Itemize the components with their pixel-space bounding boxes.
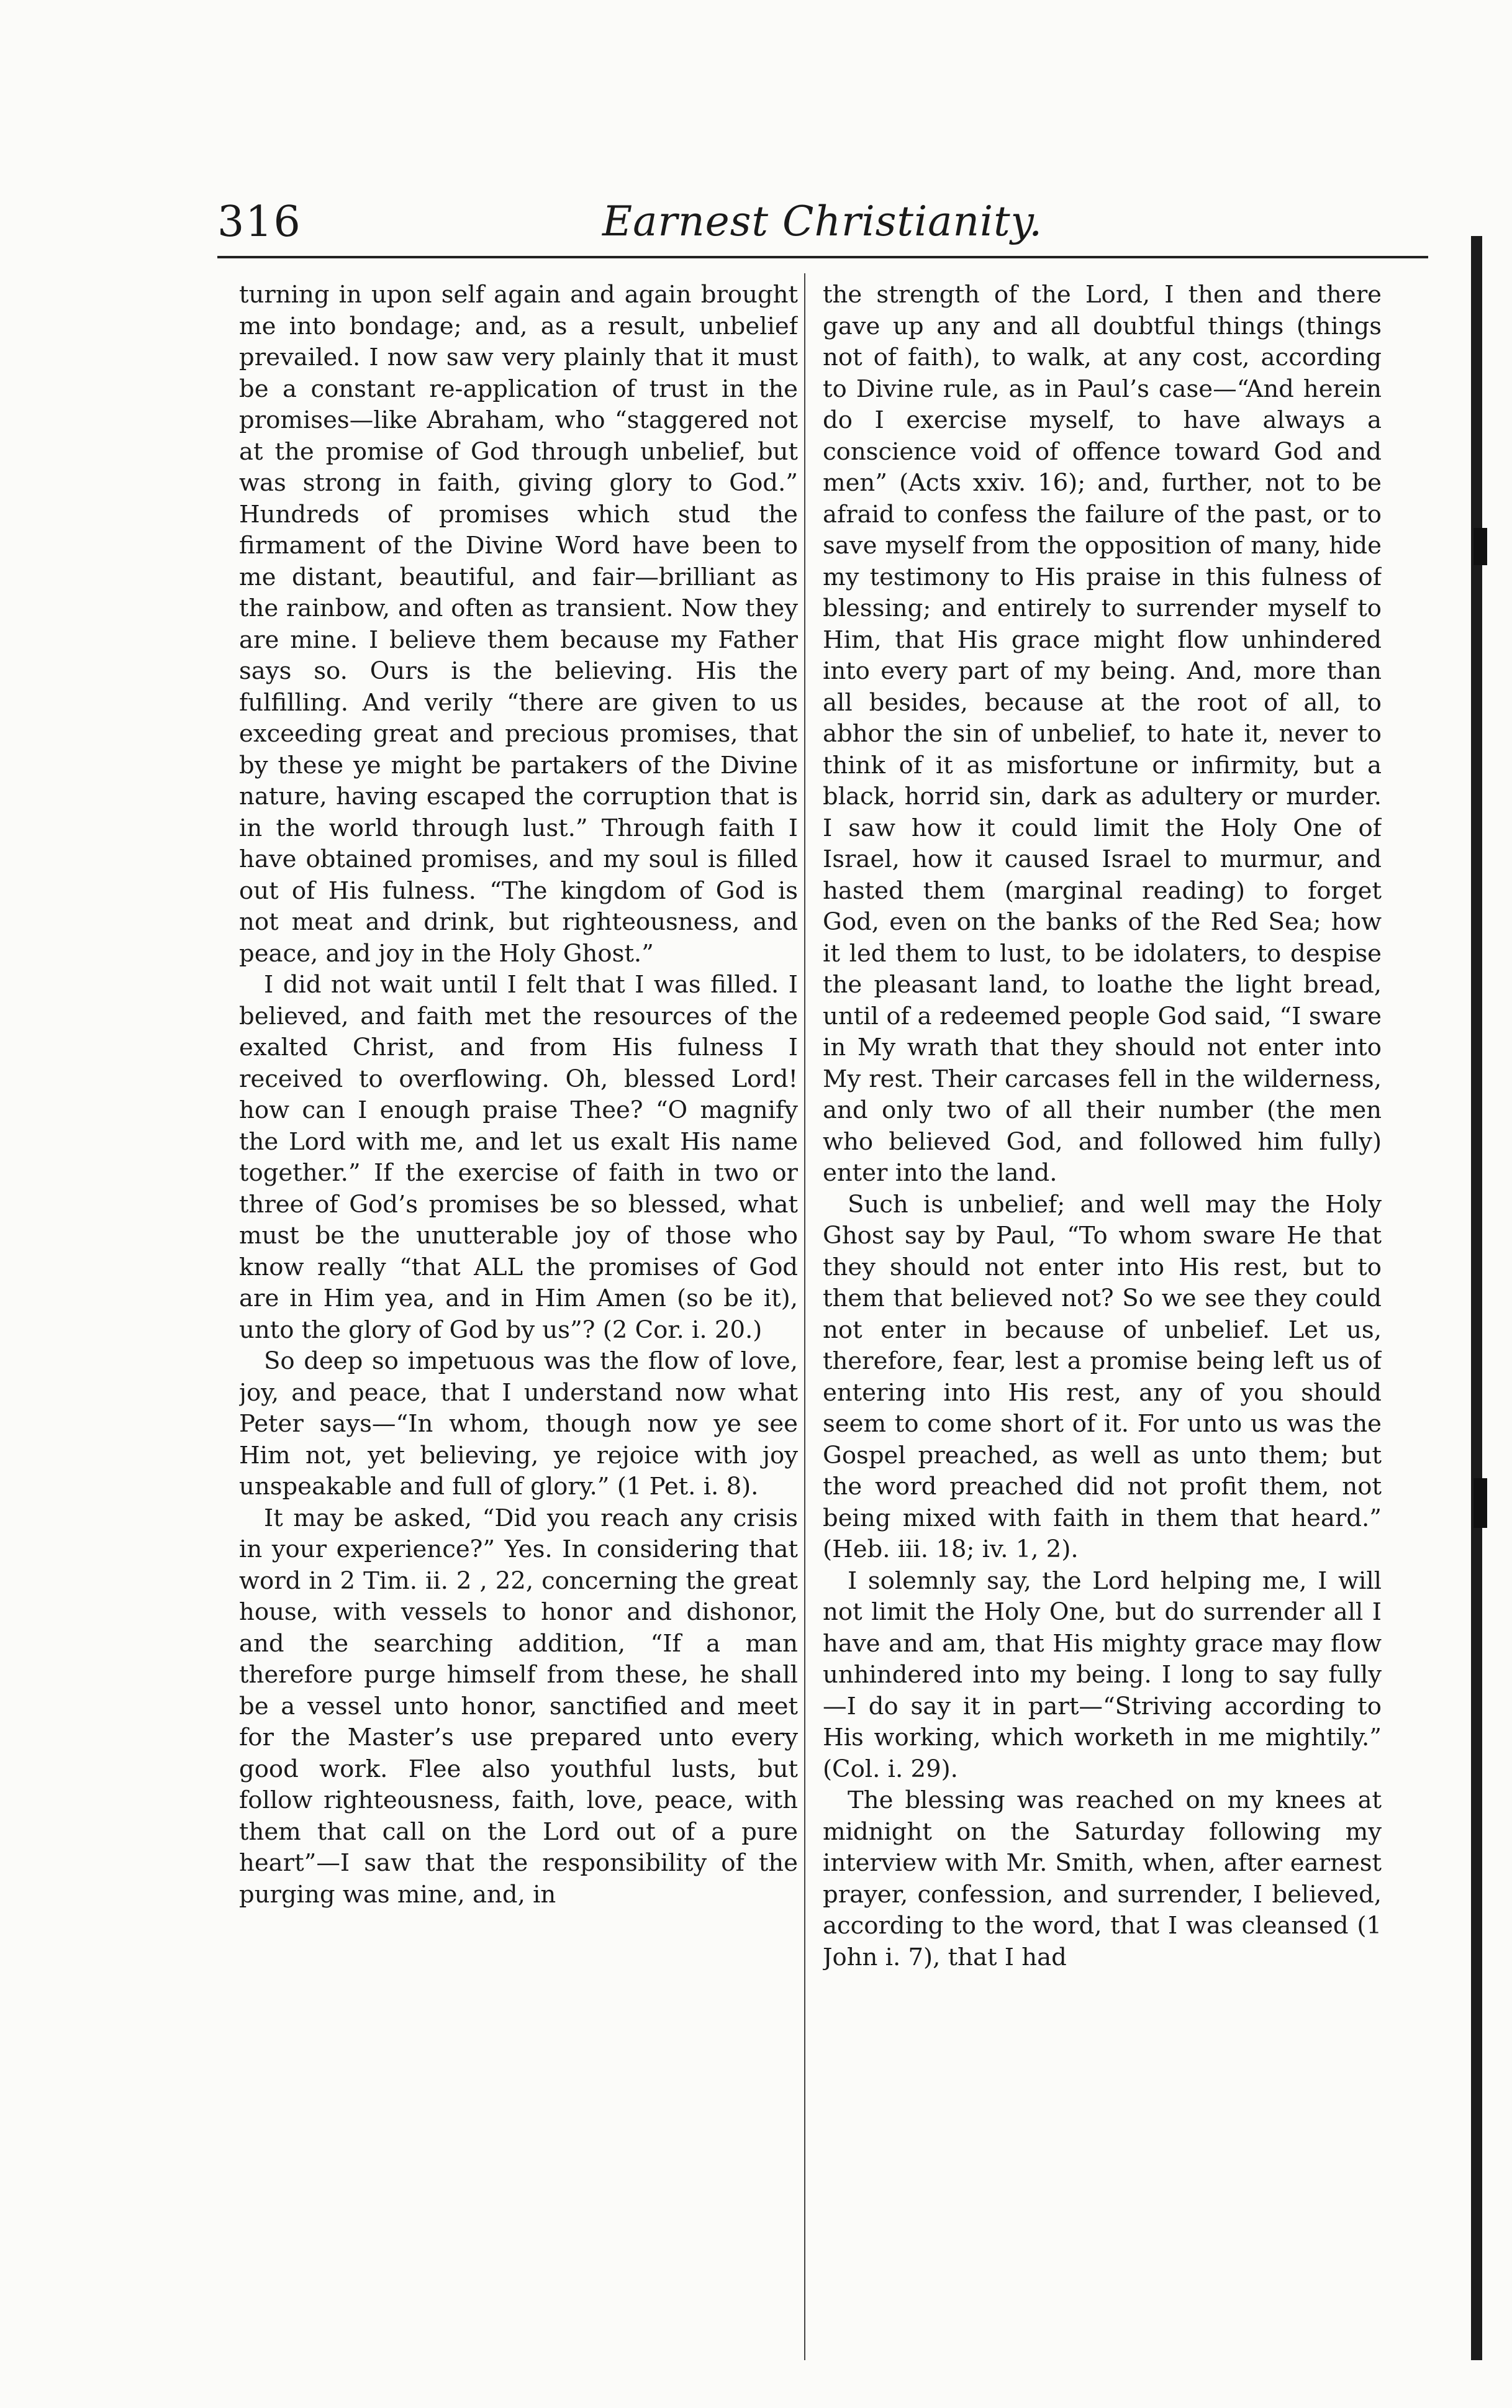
- paragraph: turning in upon self again and again brought me into bondage; and, as a result, unbelief prevailed. I now saw very plainly that it must be a constant re-application of trust in the promises—like Abraham, who “staggered not at the promise of God through unbelief, but was strong in faith, giving glory to God.” Hundreds of promises which stud the firmament of the Divine Word have been to me distant, beautiful, and fair—brilliant as the rainbow, and often as transient. Now they are mine. I believe them because my Father says so. Ours is the believing. His the fulfilling. And verily “there are given to us exceeding great and precious promises, that by these ye might be partakers of the Divine nature, having escaped the corruption that is in the world through lust.” Through faith I have obtained promises, and my soul is filled out of His fulness. “The kingdom of God is not meat and drink, but righteousness, and peace, and joy in the Holy Ghost.”: [239, 281, 798, 968]
- paragraph: So deep so impetuous was the flow of love, joy, and peace, that I understand now what Peter says—“In whom, though now ye see Him not, yet believing, ye rejoice with joy unspeakable and full of glory.” (1 Pet. i. 8).: [239, 1347, 798, 1501]
- paragraph: The blessing was reached on my knees at midnight on the Saturday following my interview with Mr. Smith, when, after earnest prayer, confession, and surrender, I believed, according to the word, that I was cleansed (1 John i. 7), that I had: [823, 1786, 1382, 1971]
- paragraph: I did not wait until I felt that I was filled. I believed, and faith met the resources of the exalted Christ, and from His fulness I received to overflowing. Oh, blessed Lord! how can I enough praise Thee? “O magnify the Lord with me, and let us exalt His name together.” If the exercise of faith in two or three of God’s promises be so blessed, what must be the unutterable joy of those who know really “that ALL the promises of God are in Him yea, and in Him Amen (so be it), unto the glory of God by us”? (2 Cor. i. 20.): [239, 971, 798, 1344]
- column-divider: [804, 273, 805, 2360]
- page-header: [217, 198, 1428, 253]
- paragraph: It may be asked, “Did you reach any crisis in your experience?” Yes. In considering that word in 2 Tim. ii. 2 , 22, concerning the great house, with vessels to honor and dishonor, and the searching addition, “If a man therefore purge himself from these, he shall be a vessel unto honor, sanctified and meet for the Master’s use prepared unto every good work. Flee also youthful lusts, but follow righteousness, faith, love, peace, with them that call on the Lord out of a pure heart”—I saw that the responsibility of the purging was mine, and, in: [239, 1504, 798, 1909]
- paragraph: Such is unbelief; and well may the Holy Ghost say by Paul, “To whom sware He that they should not enter into His rest, but to them that believed not? So we see they could not enter in because of unbelief. Let us, therefore, fear, lest a promise being left us of entering into His rest, any of you should seem to come short of it. For unto us was the Gospel preached, as well as unto them; but the word preached did not profit them, not being mixed with faith in them that heard.” (Heb. iii. 18; iv. 1, 2).: [823, 1190, 1382, 1563]
- right-column: [823, 279, 1382, 2379]
- paragraph: I solemnly say, the Lord helping me, I will not limit the Holy One, but do surrender all I have and am, that His mighty grace may flow unhindered into my being. I long to say fully—I do say it in part—“Striving according to His working, which worketh in me mightily.” (Col. i. 29).: [823, 1566, 1382, 1783]
- page-edge-mark: [1474, 528, 1487, 565]
- paragraph: the strength of the Lord, I then and there gave up any and all doubtful things (things not of faith), to walk, at any cost, according to Divine rule, as in Paul’s case—“And herein do I exercise myself, to have always a conscience void of offence toward God and men” (Acts xxiv. 16); and, further, not to be afraid to confess the failure of the past, or to save myself from the opposition of many, hide my testimony to His praise in this fulness of blessing; and entirely to surrender myself to Him, that His grace might flow unhindered into every part of my being. And, more than all besides, because at the root of all, to abhor the sin of unbelief, to hate it, never to think of it as misfortune or infirmity, but a black, horrid sin, dark as adultery or murder. I saw how it could limit the Holy One of Israel, how it caused Israel to murmur, and hasted them (marginal reading) to forget God, even on the banks of the Red Sea; how it led them to lust, to be idolaters, to despise the pleasant land, to loathe the light bread, until of a redeemed people God said, “I sware in My wrath that they should not enter into My rest. Their carcases fell in the wilderness, and only two of all their number (the men who believed God, and followed him fully) enter into the land.: [823, 281, 1382, 1187]
- header-rule: [217, 256, 1428, 258]
- left-column: [239, 279, 798, 2379]
- page-edge-mark: [1474, 1478, 1487, 1528]
- page-number: 316: [217, 198, 302, 247]
- running-title: Earnest Christianity.: [602, 198, 1043, 245]
